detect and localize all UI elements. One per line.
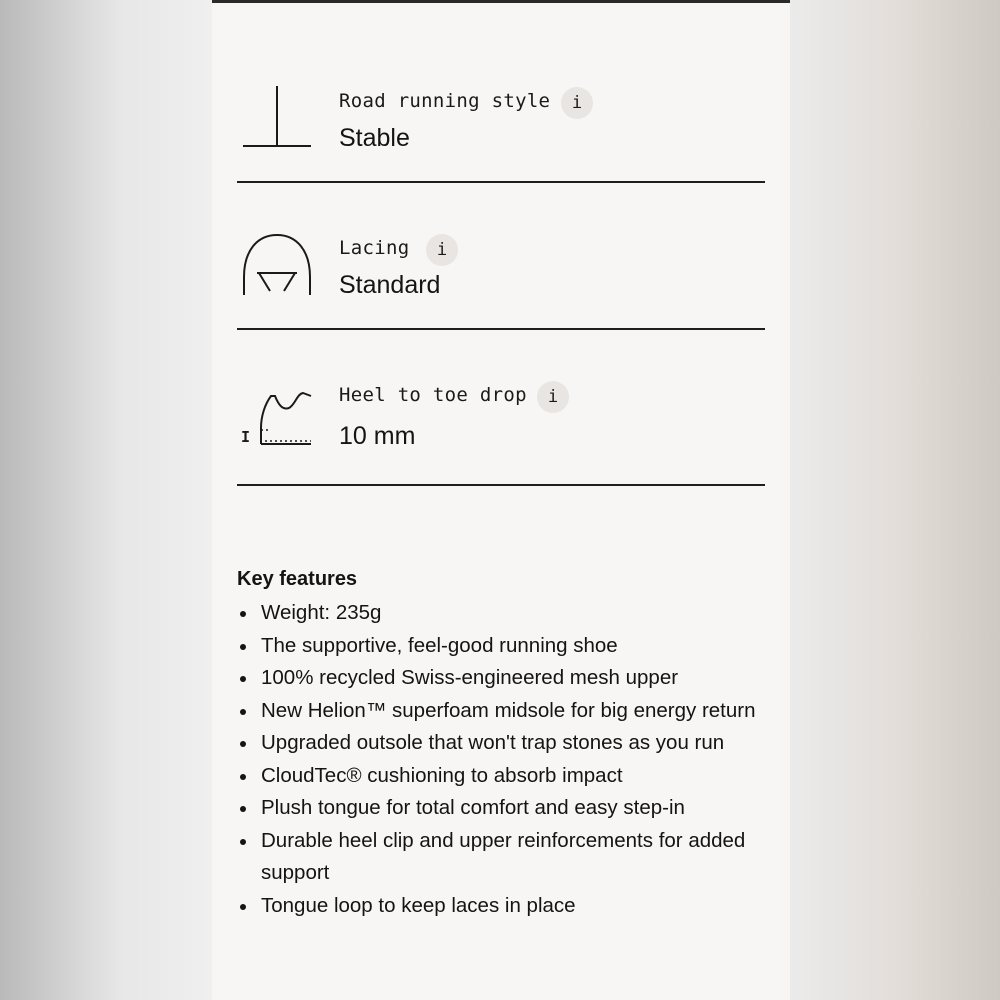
bullet-icon: [240, 904, 246, 910]
info-icon[interactable]: i: [537, 381, 569, 413]
list-item-text: Plush tongue for total comfort and easy step-in: [261, 796, 685, 819]
bullet-icon: [240, 676, 246, 682]
key-features-list: [237, 597, 767, 922]
list-item: [237, 760, 767, 793]
list-item-text: CloudTec® cushioning to absorb impact: [261, 763, 623, 787]
list-item: [237, 825, 767, 890]
spec-label: Road running style: [339, 90, 551, 112]
list-item: [237, 597, 767, 630]
list-item: [237, 890, 767, 923]
spec-lacing: [237, 183, 765, 330]
list-item-text: Tongue loop to keep laces in place: [261, 893, 576, 917]
list-item: [237, 727, 767, 760]
list-item: [237, 630, 767, 663]
list-item-text: New Helion™ superfoam midsole for big energy return: [261, 698, 756, 722]
list-item: [237, 695, 767, 728]
list-item-text: Durable heel clip and upper reinforcements for added support: [261, 828, 746, 884]
key-features-title: Key features: [237, 568, 358, 590]
spec-value: Standard: [339, 271, 441, 299]
lacing-icon: [241, 231, 313, 302]
list-item: [237, 662, 767, 695]
product-details-panel: [212, 0, 790, 1000]
bullet-icon: [240, 709, 246, 715]
bullet-icon: [240, 806, 246, 812]
spec-heel-to-toe-drop: [237, 330, 765, 486]
spec-label: Lacing: [339, 237, 410, 259]
spec-value: 10 mm: [339, 422, 416, 450]
spec-value: Stable: [339, 124, 410, 152]
heel-to-toe-drop-icon: [241, 388, 315, 453]
key-features-section: [237, 563, 767, 922]
list-item-text: Upgraded outsole that won't trap stones as you run: [261, 731, 725, 754]
road-running-style-icon: [241, 84, 313, 155]
bullet-icon: [240, 774, 246, 780]
bullet-icon: [240, 839, 246, 845]
bullet-icon: [240, 611, 246, 617]
spec-road-running-style: [237, 36, 765, 183]
list-item-text: 100% recycled Swiss-engineered mesh upper: [261, 666, 679, 689]
list-item-text: The supportive, feel-good running shoe: [261, 633, 618, 657]
spec-label: Heel to toe drop: [339, 384, 527, 406]
list-item: [237, 792, 767, 825]
list-item-text: Weight: 235g: [261, 601, 382, 624]
bullet-icon: [240, 741, 246, 747]
info-icon[interactable]: i: [561, 87, 593, 119]
bullet-icon: [240, 644, 246, 650]
drop-indicator-text: I: [241, 428, 251, 446]
info-icon[interactable]: i: [426, 234, 458, 266]
